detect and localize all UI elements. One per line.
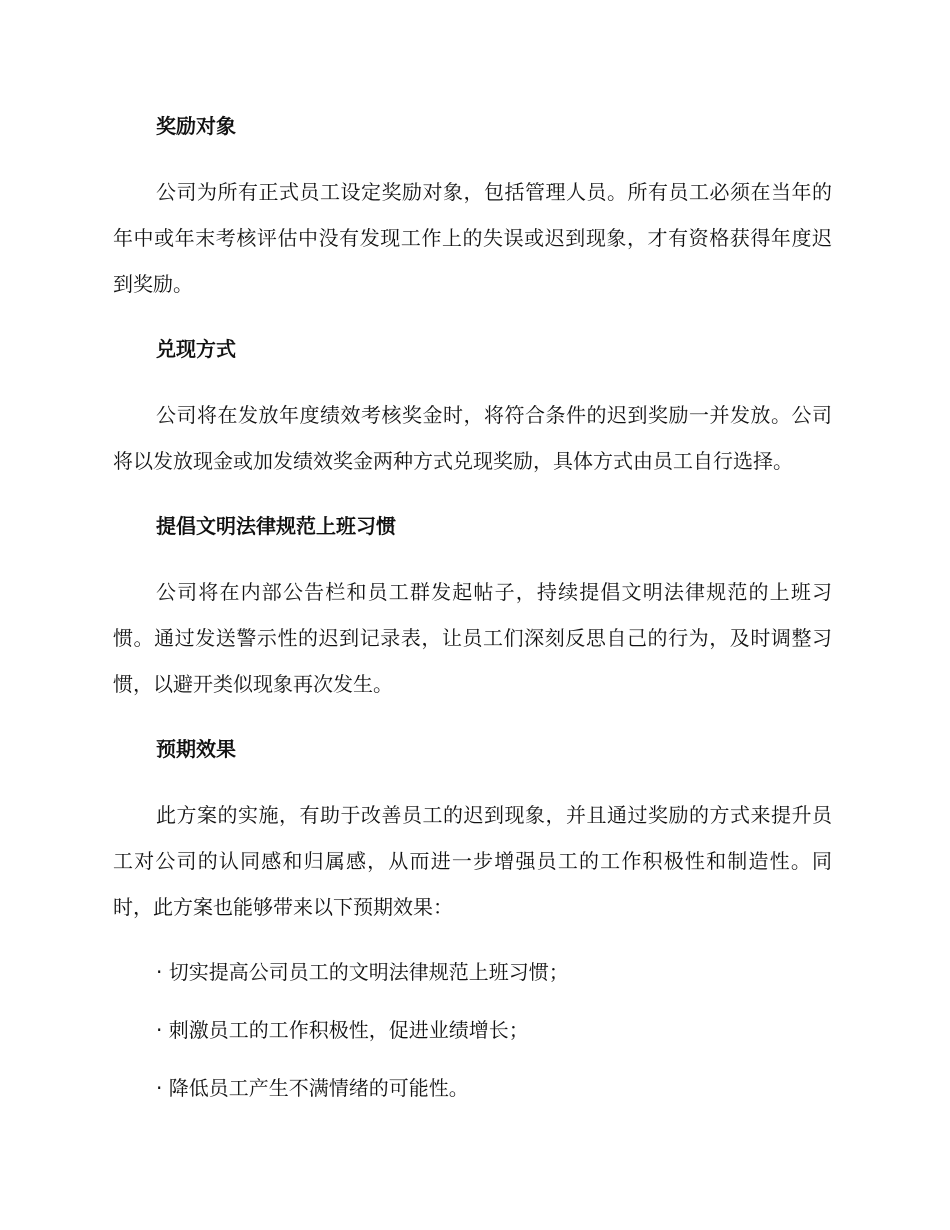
section-heading-expected-effects: 预期效果 [156,737,236,761]
list-item: · 切实提高公司员工的文明法律规范上班习惯； [156,960,569,984]
section-heading-reward-target: 奖励对象 [156,114,236,138]
section-heading-redemption: 兑现方式 [156,337,236,361]
list-item: · 降低员工产生不满情绪的可能性。 [156,1076,469,1100]
section-paragraph-expected-effects: 此方案的实施，有助于改善员工的迟到现象，并且通过奖励的方式来提升员工对公司的认同感和归属感，从而进一步增强员工的工作积极性和制造性。同时，此方案也能够带来以下预期效果： [113,803,832,919]
section-paragraph-redemption: 公司将在发放年度绩效考核奖金时，将符合条件的迟到奖励一并发放。公司将以发放现金或加发绩效奖金两种方式兑现奖励，具体方式由员工自行选择。 [113,403,832,473]
section-paragraph-reward-target: 公司为所有正式员工设定奖励对象，包括管理人员。所有员工必须在当年的年中或年末考核评估中没有发现工作上的失误或迟到现象，才有资格获得年度迟到奖励。 [113,180,832,296]
list-item: · 刺激员工的工作积极性，促进业绩增长； [156,1018,529,1042]
section-heading-work-habits: 提倡文明法律规范上班习惯 [156,514,396,538]
section-paragraph-work-habits: 公司将在内部公告栏和员工群发起帖子，持续提倡文明法律规范的上班习惯。通过发送警示性的迟到记录表，让员工们深刻反思自己的行为，及时调整习惯，以避开类似现象再次发生。 [113,580,832,696]
